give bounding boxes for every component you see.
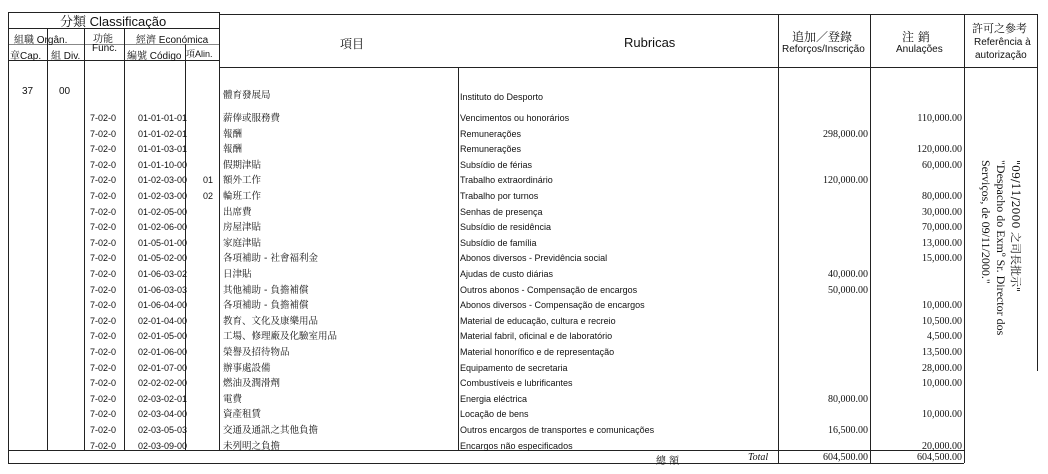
row-item-cn: 資產租賃 xyxy=(223,409,262,420)
row-funcional: 7-02-0 xyxy=(90,394,117,404)
row-rubrica: Energia eléctrica xyxy=(460,394,528,404)
row-rubrica: Subsídio de família xyxy=(460,238,537,248)
top-border-right xyxy=(219,14,1037,15)
total-bottom-line xyxy=(8,463,964,464)
col-line-reforcos xyxy=(778,14,779,463)
row-rubrica: Locação de bens xyxy=(460,409,529,419)
row-anulacoes: 28,000.00 xyxy=(922,363,962,374)
row-rubrica: Equipamento de secretaria xyxy=(460,363,568,373)
header-classificacao: 分類 Classificação xyxy=(60,14,167,29)
row-codigo: 01-05-01-00 xyxy=(138,238,188,248)
col-line-div xyxy=(47,28,48,450)
row-codigo: 02-01-06-00 xyxy=(138,347,188,357)
row-rubrica: Subsídio de férias xyxy=(460,160,533,170)
header-organica: 組職 Orgân. xyxy=(14,35,68,46)
row-codigo: 02-01-05-00 xyxy=(138,331,188,341)
row-anulacoes: 10,500.00 xyxy=(922,316,962,327)
row-item-cn: 電費 xyxy=(223,394,243,405)
row-funcional: 7-02-0 xyxy=(90,269,117,279)
col-line-func xyxy=(84,28,85,450)
header-anulacoes: Anulações xyxy=(896,44,943,55)
row-codigo: 01-02-03-00 xyxy=(138,175,188,185)
row-codigo: 01-06-03-03 xyxy=(138,285,188,295)
row-rubrica: Senhas de presença xyxy=(460,207,543,217)
row-item-cn: 其他補助 - 負擔補償 xyxy=(223,285,309,296)
entity-name-cn: 體育發展局 xyxy=(223,90,271,101)
row-anulacoes: 120,000.00 xyxy=(917,144,962,155)
row-anulacoes: 70,000.00 xyxy=(922,222,962,233)
row-anulacoes: 10,000.00 xyxy=(922,300,962,311)
row-reforcos: 50,000.00 xyxy=(828,285,868,296)
row-item-cn: 各項補助 - 負擔補償 xyxy=(223,300,309,311)
row-anulacoes: 60,000.00 xyxy=(922,160,962,171)
row-rubrica: Ajudas de custo diárias xyxy=(460,269,554,279)
row-funcional: 7-02-0 xyxy=(90,253,117,263)
col-line-left xyxy=(8,12,9,463)
authorization-reference xyxy=(978,160,1048,360)
row-codigo: 01-02-03-00 xyxy=(138,191,188,201)
total-label-pt: Total xyxy=(748,452,769,463)
col-line-items xyxy=(219,12,220,450)
header-funcional: Func. xyxy=(92,43,118,54)
row-item-cn: 出席費 xyxy=(223,207,252,218)
row-anulacoes: 20,000.00 xyxy=(922,441,962,452)
row-funcional: 7-02-0 xyxy=(90,378,117,388)
row-item-cn: 辦事處設備 xyxy=(223,363,271,374)
authorization-line-1: "09/11/2000 之司長批示" xyxy=(1009,160,1022,293)
header-rubricas: Rubricas xyxy=(624,35,676,50)
entity-name-pt: Instituto do Desporto xyxy=(460,92,544,102)
row-funcional: 7-02-0 xyxy=(90,160,117,170)
col-line-code xyxy=(124,28,125,450)
total-reforcos: 604,500.00 xyxy=(823,452,868,463)
row-codigo: 01-06-04-00 xyxy=(138,300,188,310)
row-rubrica: Material fabril, oficinal e de laboratório xyxy=(460,331,613,341)
row-rubrica: Encargos não especificados xyxy=(460,441,573,451)
row-item-cn: 輪班工作 xyxy=(223,191,262,202)
row-anulacoes: 80,000.00 xyxy=(922,191,962,202)
entity-cap: 37 xyxy=(22,86,34,97)
total-anulacoes: 604,500.00 xyxy=(917,452,962,463)
col-line-rubricas xyxy=(458,67,459,450)
row-rubrica: Vencimentos ou honorários xyxy=(460,113,570,123)
row-funcional: 7-02-0 xyxy=(90,191,117,201)
row-codigo: 01-01-03-01 xyxy=(138,144,188,154)
authorization-line-2: "Despacho do Exmº Sr. Director dos xyxy=(994,160,1008,336)
total-label-cn: 總 額 xyxy=(656,456,680,467)
row-codigo: 01-01-10-00 xyxy=(138,160,188,170)
row-funcional: 7-02-0 xyxy=(90,175,117,185)
row-funcional: 7-02-0 xyxy=(90,316,117,326)
row-funcional: 7-02-0 xyxy=(90,409,117,419)
row-codigo: 02-01-04-00 xyxy=(138,316,188,326)
row-codigo: 02-01-07-00 xyxy=(138,363,188,373)
header-referencia-2: autorização xyxy=(975,50,1027,61)
row-funcional: 7-02-0 xyxy=(90,207,117,217)
row-reforcos: 16,500.00 xyxy=(828,425,868,436)
header-anulacoes-cn: 注 銷 xyxy=(902,30,930,44)
row-codigo: 02-03-09-00 xyxy=(138,441,188,451)
header-referencia-cn: 許可之參考 xyxy=(972,22,1027,35)
row-funcional: 7-02-0 xyxy=(90,441,117,451)
row-rubrica: Trabalho extraordinário xyxy=(460,175,553,185)
row-anulacoes: 15,000.00 xyxy=(922,253,962,264)
row-anulacoes: 4,500.00 xyxy=(927,331,962,342)
row-funcional: 7-02-0 xyxy=(90,300,117,310)
row-rubrica: Remunerações xyxy=(460,144,522,154)
row-item-cn: 房屋津貼 xyxy=(223,222,262,233)
row-rubrica: Subsídio de residência xyxy=(460,222,552,232)
row-rubrica: Material de educação, cultura e recreio xyxy=(460,316,616,326)
header-cap: 章Cap. xyxy=(10,51,42,62)
row-rubrica: Abonos diversos - Compensação de encargos xyxy=(460,300,645,310)
header-referencia-1: Referência à xyxy=(974,37,1031,48)
row-funcional: 7-02-0 xyxy=(90,425,117,435)
row-funcional: 7-02-0 xyxy=(90,129,117,139)
row-item-cn: 假期津貼 xyxy=(223,160,262,171)
row-item-cn: 日津貼 xyxy=(223,269,252,280)
header-alin: 項Alin. xyxy=(186,49,213,59)
row-item-cn: 交通及通訊之其他負擔 xyxy=(223,425,319,436)
header-itens: 項目 xyxy=(340,37,365,51)
row-item-cn: 家庭津貼 xyxy=(223,238,262,249)
header-funcional-cn: 功能 xyxy=(93,34,113,45)
row-item-cn: 燃油及潤滑劑 xyxy=(223,378,281,389)
row-funcional: 7-02-0 xyxy=(90,347,117,357)
row-item-cn: 工場、修理廠及化驗室用品 xyxy=(223,331,338,342)
row-reforcos: 298,000.00 xyxy=(823,129,868,140)
row-anulacoes: 110,000.00 xyxy=(917,113,962,124)
entity-div: 00 xyxy=(59,86,71,97)
row-codigo: 01-02-05-00 xyxy=(138,207,188,217)
row-funcional: 7-02-0 xyxy=(90,113,117,123)
row-anulacoes: 10,000.00 xyxy=(922,378,962,389)
row-codigo: 02-03-04-00 xyxy=(138,409,188,419)
row-codigo: 01-02-06-00 xyxy=(138,222,188,232)
row-rubrica: Material honorífico e de representação xyxy=(460,347,615,357)
row-reforcos: 120,000.00 xyxy=(823,175,868,186)
header-reforcos-cn: 追加／登錄 xyxy=(792,30,853,44)
row-alinea: 01 xyxy=(203,175,214,185)
row-codigo: 01-01-02-01 xyxy=(138,129,188,139)
row-anulacoes: 10,000.00 xyxy=(922,409,962,420)
row-item-cn: 報酬 xyxy=(223,129,243,140)
row-item-cn: 教育、文化及康樂用品 xyxy=(223,316,319,327)
row-rubrica: Outros encargos de transportes e comunicações xyxy=(460,425,655,435)
row-rubrica: Abonos diversos - Previdência social xyxy=(460,253,608,263)
row-anulacoes: 30,000.00 xyxy=(922,207,962,218)
row-rubrica: Remunerações xyxy=(460,129,522,139)
row-codigo: 01-06-03-02 xyxy=(138,269,188,279)
row-funcional: 7-02-0 xyxy=(90,144,117,154)
row-codigo: 02-02-02-00 xyxy=(138,378,188,388)
row-rubrica: Outros abonos - Compensação de encargos xyxy=(460,285,638,295)
row-item-cn: 報酬 xyxy=(223,144,243,155)
row-funcional: 7-02-0 xyxy=(90,363,117,373)
row-funcional: 7-02-0 xyxy=(90,285,117,295)
header-codigo: 編號 Código xyxy=(127,51,182,62)
row-anulacoes: 13,000.00 xyxy=(922,238,962,249)
row-funcional: 7-02-0 xyxy=(90,222,117,232)
header-reforcos: Reforços/Inscrição xyxy=(782,44,865,55)
header-economica: 經濟 Económica xyxy=(136,35,209,46)
row-funcional: 7-02-0 xyxy=(90,238,117,248)
row-rubrica: Trabalho por turnos xyxy=(460,191,539,201)
row-item-cn: 額外工作 xyxy=(223,175,262,186)
row-codigo: 01-05-02-00 xyxy=(138,253,188,263)
col-line-anulacoes xyxy=(870,14,871,463)
authorization-line-3: Serviços, de 09/11/2000." xyxy=(979,160,993,284)
row-alinea: 02 xyxy=(203,191,214,201)
row-rubrica: Combustíveis e lubrificantes xyxy=(460,378,573,388)
row-reforcos: 40,000.00 xyxy=(828,269,868,280)
row-codigo: 02-03-05-03 xyxy=(138,425,188,435)
header-div: 組 Div. xyxy=(51,51,81,62)
row-reforcos: 80,000.00 xyxy=(828,394,868,405)
row-item-cn: 各項補助 - 社會福利金 xyxy=(223,253,318,264)
row-codigo: 02-03-02-01 xyxy=(138,394,188,404)
row-codigo: 01-01-01-01 xyxy=(138,113,188,123)
row-funcional: 7-02-0 xyxy=(90,331,117,341)
row-item-cn: 榮譽及招待物品 xyxy=(223,347,290,358)
header-bottom-line-right xyxy=(219,67,1037,68)
col-line-referencia xyxy=(964,14,965,463)
row-item-cn: 薪俸或服務費 xyxy=(223,113,281,124)
row-anulacoes: 13,500.00 xyxy=(922,347,962,358)
row-item-cn: 未列明之負擔 xyxy=(223,441,281,452)
